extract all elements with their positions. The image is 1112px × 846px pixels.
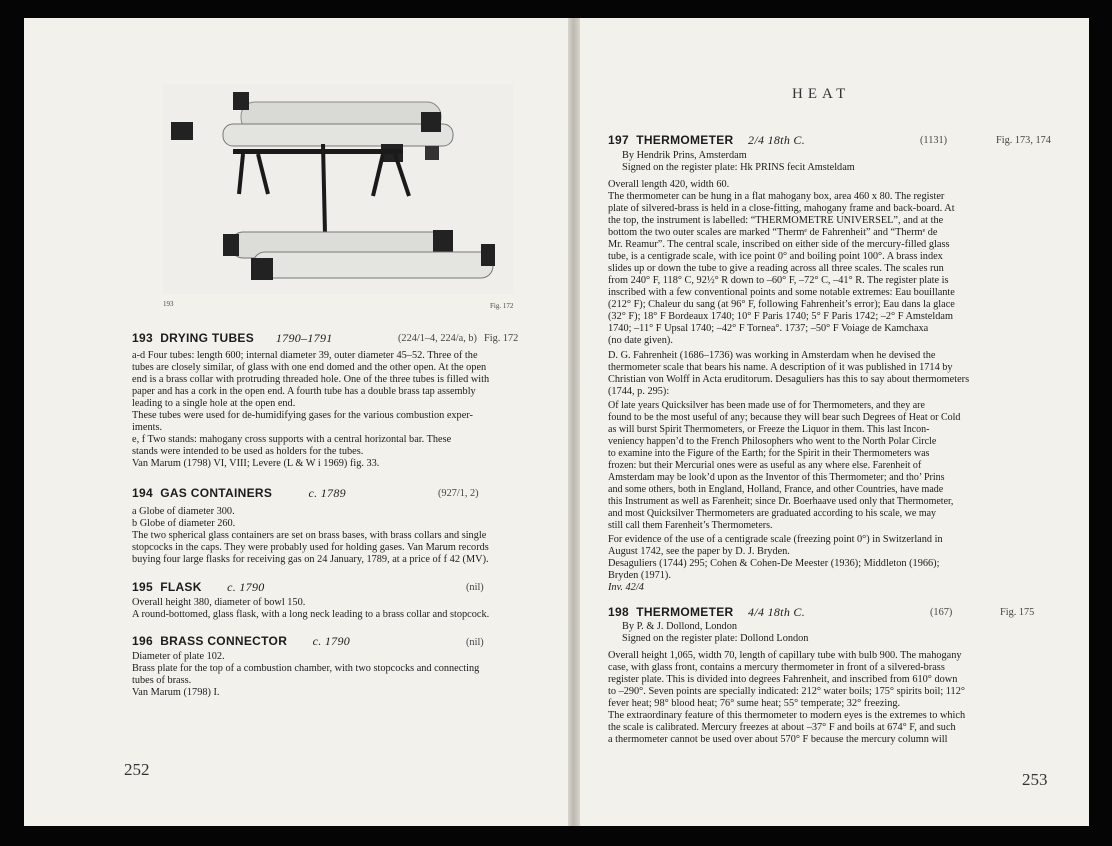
quote-line: found to be the most useful of any; because they will bear such Degrees of Heat or Cold (608, 412, 961, 423)
entry-196-line: Diameter of plate 102. (132, 651, 225, 662)
entry-197-line: tube, is a centigrade scale, with ice point 0° and boiling point 100°. A brass index (608, 251, 943, 262)
entry-197-line: Desaguliers (1744) 295; Cohen & Cohen-De Meester (1936); Middleton (1966); (608, 558, 940, 569)
entry-198-line: Overall height 1,065, width 70, length of capillary tube with bulb 900. The mahogany (608, 650, 962, 661)
entry-197-line: 1740; –11° F Upsal 1740; –42° F Tornea°. 1737; –50° F Voiage de Kamchaxa (608, 323, 929, 334)
entry-197-line: Mr. Reamur”. The central scale, inscribed on either side of the mercury-filled glass (608, 239, 950, 250)
running-head: HEAT (792, 86, 851, 102)
entry-194-line: buying four large flasks for receiving gas on 24 January, 1789, at a price of f 42 (MV). (132, 554, 489, 565)
quote-line: as will burst Spirit Thermometers, or Freeze the Liquor in them. This last Incon- (608, 424, 930, 435)
entry-195-line: Overall height 380, diameter of bowl 150. (132, 597, 306, 608)
entry-194-heading: 194 GAS CONTAINERS c. 1789 (132, 486, 346, 500)
entry-197-line: For evidence of the use of a centigrade scale (freezing point 0°) in Switzerland in (608, 534, 943, 545)
entry-196-line: tubes of brass. (132, 675, 192, 686)
quote-line: frozen: but their Mercurial ones were as useful as any where else. Farenheit of (608, 460, 922, 471)
entry-197-line: (no date given). (608, 335, 673, 346)
entry-194-ref: (927/1, 2) (438, 488, 479, 499)
quote-line: and some others, both in England, Holland, France, and other Countries, have made (608, 484, 944, 495)
entry-197-line: Signed on the register plate: Hk PRINS fecit Amsteldam (622, 162, 855, 173)
entry-197-line: (32° F); 18° F Bordeaux 1740; 10° F Paris 1740; 5° F Paris 1742; –2° F Amsteldam (608, 311, 953, 322)
right-page-number: 253 (1022, 770, 1048, 789)
entry-197-line: the top, the instrument is labelled: “THERMOMETRE UNIVERSEL”, and at the (608, 215, 944, 226)
quote-line: veniency happen’d to the French Philosophers who went to the North Polar Circle (608, 436, 937, 447)
entry-193-line: stands were intended to be used as holders for the tubes. (132, 446, 364, 457)
entry-198-line: The extraordinary feature of this thermometer to modern eyes is the extremes to which (608, 710, 966, 721)
quote-line: and most Quicksilver Thermometers are graduated according to his scale, we may (608, 508, 937, 519)
entry-196-heading: 196 BRASS CONNECTOR c. 1790 (132, 634, 351, 648)
entry-193-line: e, f Two stands: mahogany cross supports with a central horizontal bar. These (132, 434, 452, 445)
entry-197-ref: (1131) (920, 135, 948, 146)
entry-193-line: leading to a single hole at the open end. (132, 398, 296, 409)
entry-198-heading: 198 THERMOMETER 4/4 18th C. (608, 605, 806, 619)
entry-193-line: paper and has a cork in the open end. A fourth tube has a double brass tap assembly (132, 386, 476, 397)
entry-194-line: stopcocks in the caps. They were probably used for holding gases. Van Marum records (132, 542, 489, 553)
quote-line: Amsterdam may be look’d upon as the Inventor of this Thermometer; and tho’ Prins (608, 472, 945, 483)
entry-197-line: August 1742, see the paper by D. J. Bryden. (608, 546, 790, 557)
entry-195-heading: 195 FLASK c. 1790 (132, 580, 265, 594)
entry-193-line: iments. (132, 422, 163, 433)
entry-197-line: Bryden (1971). (608, 570, 671, 581)
entry-193-heading: 193 DRYING TUBES 1790–1791 (132, 331, 333, 345)
entry-193-ref: (224/1–4, 224/a, b) (398, 333, 477, 344)
quote-line: still call them Farenheit’s Thermometers. (608, 520, 773, 531)
entry-198-ref: (167) (930, 607, 953, 618)
entry-193-line: Van Marum (1798) VI, VIII; Levere (L & W i 1969) fig. 33. (132, 458, 380, 469)
entry-197-line: plate of silvered-brass is held in a close-fitting, mahogany frame and back-board. At (608, 203, 955, 214)
entry-198-line: to –290°. Seven points are specially indicated: 212° water boils; 175° spirits boil; 112° (608, 686, 965, 697)
entry-198-line: fever heat; 98° blood heat; 76° sume heat; 55° temperate; 32° freezing. (608, 698, 901, 709)
figure-ref: Fig. 172 (490, 302, 514, 310)
entry-197-line: bottom the two outer scales are marked “Thermᵉ de Fahrenheit” and “Thermᵉ de (608, 227, 938, 238)
entry-198-line: case, with glass front, contains a mercury thermometer in front of a silvered-brass (608, 662, 945, 673)
entry-197-line: By Hendrik Prins, Amsterdam (622, 150, 747, 161)
entry-194-line: The two spherical glass containers are set on brass bases, with brass collars and single (132, 530, 487, 541)
entry-193-line: tubes are closely similar, of glass with one end domed and the other open. At the open (132, 362, 487, 373)
entry-196-ref: (nil) (466, 637, 484, 648)
quote-line: this Instrument as well as Farenheit; since Dr. Boerhaave used only that Thermometer, (608, 496, 954, 507)
entry-197-line: (1744, p. 295): (608, 386, 670, 397)
entry-193-line: These tubes were used for de-humidifying gases for the various combustion exper- (132, 410, 473, 421)
entry-198-line: By P. & J. Dollond, London (622, 621, 737, 632)
inventory-number: Inv. 42/4 (608, 582, 644, 593)
entry-193-fig: Fig. 172 (484, 333, 519, 344)
entry-196-line: Brass plate for the top of a combustion chamber, with two stopcocks and connecting (132, 663, 480, 674)
entry-194-line: b Globe of diameter 260. (132, 518, 236, 529)
entry-198-line: the scale is calibrated. Mercury freezes at about –37° F and boils at 674° F, and such (608, 722, 956, 733)
entry-197-line: Overall length 420, width 60. (608, 179, 730, 190)
entry-197-line: The thermometer can be hung in a flat mahogany box, area 460 x 80. The register (608, 191, 945, 202)
figure-label: 193 (163, 300, 174, 308)
quote-line: to examine into the Figure of the Earth; for the Spirit in their Thermometers was (608, 448, 930, 459)
entry-198-line: register plate. This is divided into degrees Fahrenheit, and inscribed from 610° down (608, 674, 958, 685)
entry-197-fig: Fig. 173, 174 (996, 135, 1051, 146)
entry-196-line: Van Marum (1798) I. (132, 687, 220, 698)
entry-198-line: a thermometer cannot be used over about 570° F because the mercury column will (608, 734, 948, 745)
entry-193-line: end is a brass collar with protruding threaded hole. One of the three tubes is filled with (132, 374, 490, 385)
entry-197-line: thermometer scale that bears his name. A description of it was published in 1714 by (608, 362, 953, 373)
book-gutter (568, 18, 580, 826)
entry-197-line: inscribed with a few conventional points and some notable extremes: Eau bouillante (608, 287, 955, 298)
entry-197-heading: 197 THERMOMETER 2/4 18th C. (608, 133, 806, 147)
entry-197-line: D. G. Fahrenheit (1686–1736) was working in Amsterdam when he devised the (608, 350, 936, 361)
entry-197-line: from 240° F, 118° C, 92½° R down to –60° F, –72° C, –41° R. The register plate is (608, 275, 949, 286)
entry-195-ref: (nil) (466, 582, 484, 593)
entry-197-line: (212° F); Chaleur du sang (at 96° F, following Fahrenheit’s error); Eau dans la glace (608, 299, 955, 310)
entry-195-line: A round-bottomed, glass flask, with a long neck leading to a brass collar and stopcock. (132, 609, 490, 620)
entry-194-line: a Globe of diameter 300. (132, 506, 235, 517)
quote-line: Of late years Quicksilver has been made use of for Thermometers, and they are (608, 400, 925, 411)
entry-198-line: Signed on the register plate: Dollond London (622, 633, 809, 644)
left-page-number: 252 (124, 760, 150, 779)
drying-tubes-photo (163, 84, 513, 294)
entry-198-fig: Fig. 175 (1000, 607, 1035, 618)
entry-197-line: Christian von Wolff in Acta eruditorum. Desaguliers has this to say about thermometers (608, 374, 970, 385)
entry-193-line: a-d Four tubes: length 600; internal diameter 39, outer diameter 45–52. Three of the (132, 350, 478, 361)
entry-197-line: slides up or down the tube to give a reading across all three scales. The scales run (608, 263, 944, 274)
